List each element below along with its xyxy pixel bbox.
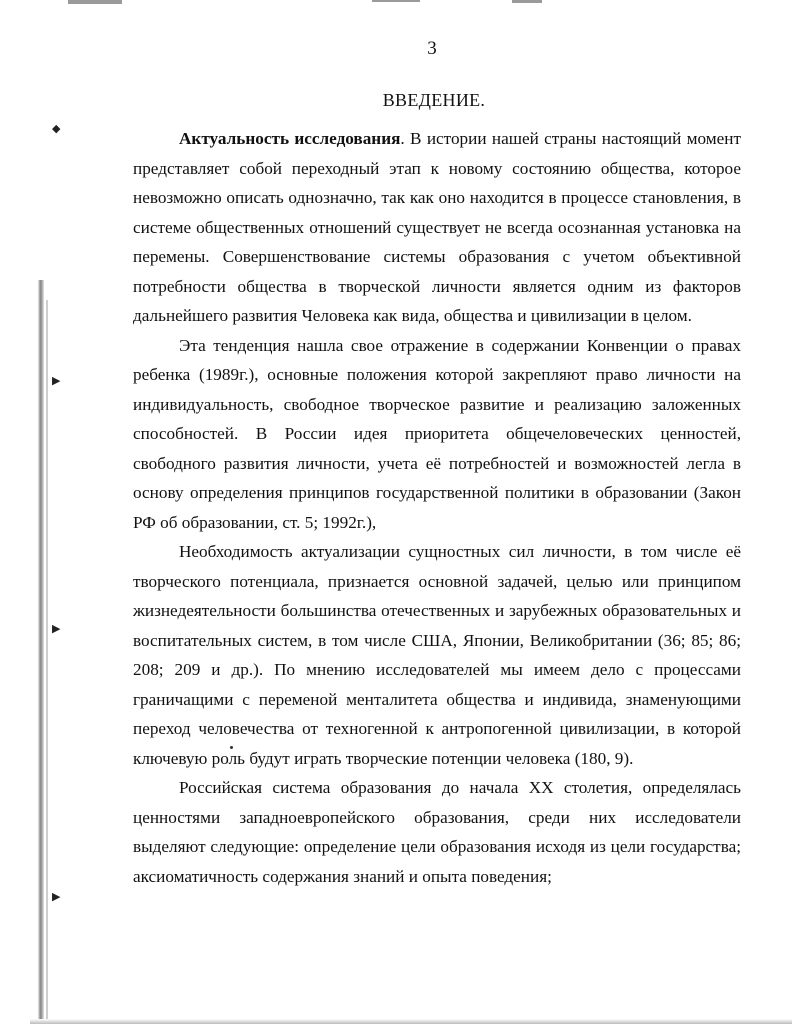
- scan-artifact-top-right: [512, 0, 542, 3]
- binding-shadow-line: [46, 300, 48, 1024]
- page-number: 3: [427, 38, 437, 59]
- punch-mark-icon: ▶: [52, 891, 61, 903]
- scan-artifact-top-mid: [372, 0, 420, 2]
- punch-mark-icon: ▶: [52, 623, 61, 635]
- scan-artifact-top-left: [68, 0, 122, 4]
- paragraph-actualization: Необходимость актуализации сущностных сил личности, в том числе её творческого потенциала, признается основной задачей, целью или принципом жизнедеятельности большинства отечественных и зарубежных образовательных и воспитательных систем, в том числе США, Японии, Великобритании (36; 85; 86; 208; 209 и др.). По мнению исследователей мы имеем дело с процессами граничащими с переменой менталитета общества и индивида, знаменующими переход человечества от техногенной к антропогенной цивилизации, в которой ключевую роль будут играть творческие потенции человека (180, 9).: [133, 542, 741, 768]
- paragraph-convention: Эта тенденция нашла свое отражение в содержании Конвенции о правах ребенка (1989г.), основные положения которой закрепляют право личности на индивидуальность, свободное творческое развитие и реализацию заложенных способностей. В России идея приоритета общечеловеческих ценностей, свободного развития личности, учета её потребностей и возможностей легла в основу определения принципов государственной политики в образовании (Закон РФ об образовании, ст. 5; 1992г.),: [133, 335, 741, 532]
- paragraph-lead: Актуальность исследования: [179, 129, 401, 148]
- punch-mark-icon: ▶: [52, 375, 61, 387]
- punch-mark-icon: ◆: [52, 123, 61, 135]
- body-text: [133, 124, 741, 891]
- paragraph-text: . В истории нашей страны настоящий момент представляет собой переходный этап к новому состоянию общества, которое невозможно описать однозначно, так как оно находится в процессе становления, в системе общественных отношений существует не всегда осознанная установка на перемены. Совершенствование системы образования с учетом объективной потребности общества в творческой личности является одним из факторов дальнейшего развития Человека как вида, общества и цивилизации в целом.: [133, 129, 742, 325]
- paragraph-russian-education: Российская система образования до начала XX столетия, определялась ценностями западноевропейского образования, среди них исследователи выделяют следующие: определение цели образования исходя из цели государства; аксиоматичность содержания знаний и опыта поведения;: [133, 778, 741, 886]
- paragraph-relevance: [133, 124, 741, 331]
- scan-bottom-edge: [30, 1019, 792, 1024]
- binding-shadow: [38, 280, 44, 1024]
- section-heading: ВВЕДЕНИЕ.: [382, 90, 486, 110]
